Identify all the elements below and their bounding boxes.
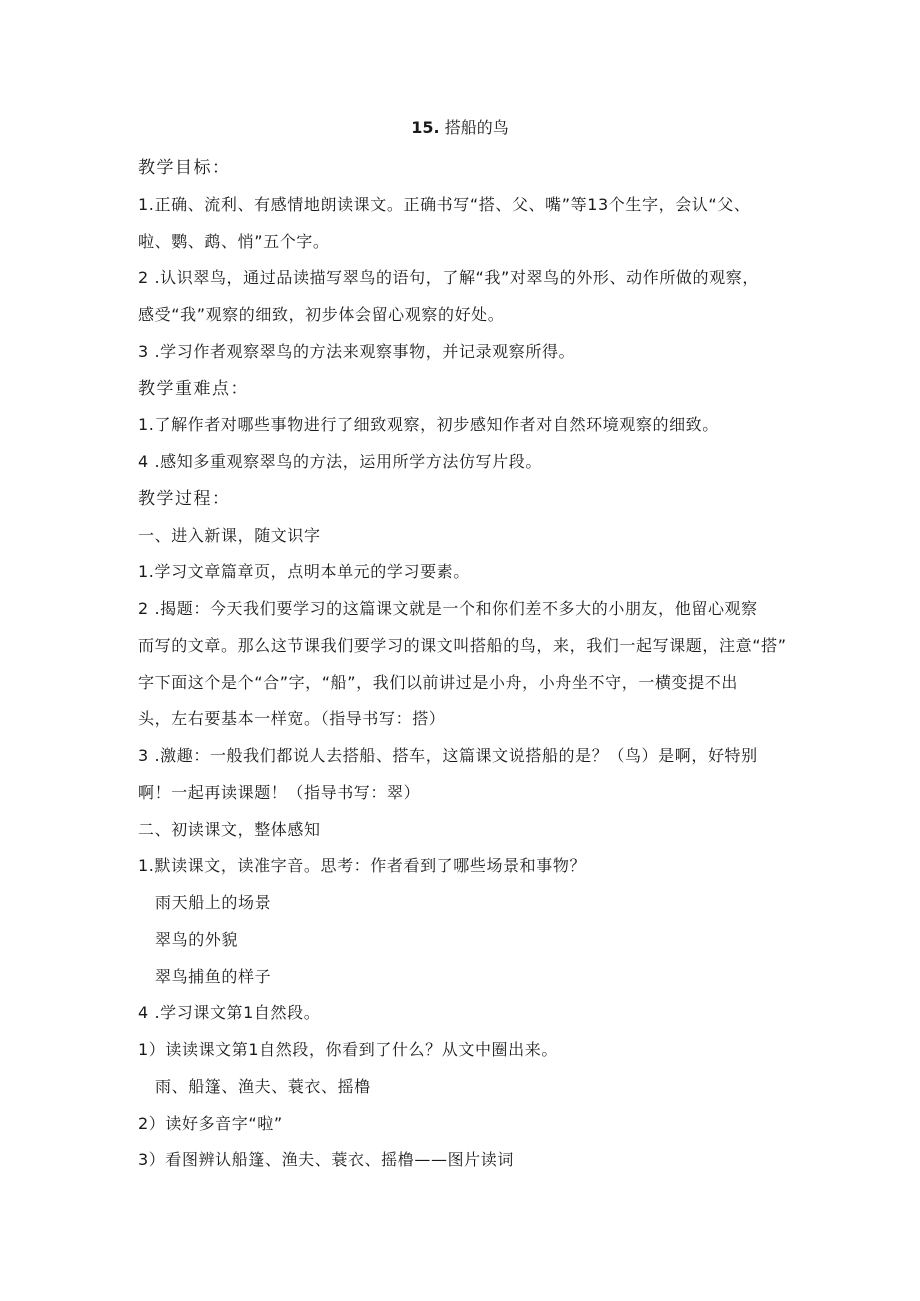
text-line: 3）看图辨认船篷、渔夫、蓑衣、摇橹——图片读词 — [138, 1150, 514, 1170]
text-line: 啦、鹦、鹉、悄”五个字。 — [138, 231, 330, 251]
text-line: 啊！一起再读课题！（指导书写：翠） — [138, 782, 421, 802]
text-line: 2 .揭题：今天我们要学习的这篇课文就是一个和你们差不多大的小朋友，他留心观察 — [138, 599, 758, 618]
text-line: 而写的文章。那么这节课我们要学习的课文叫搭船的鸟，来，我们一起写课题，注意“搭” — [138, 635, 787, 655]
section-heading: 教学重难点： — [138, 378, 249, 399]
document-title — [0, 116, 920, 140]
text-line: 2 .认识翠鸟，通过品读描写翠鸟的语句，了解“我”对翠鸟的外形、动作所做的观察， — [138, 268, 759, 288]
section-heading: 教学过程： — [138, 488, 231, 509]
text-line: 4 .感知多重观察翠鸟的方法，运用所学方法仿写片段。 — [138, 452, 542, 471]
text-line: 雨、船篷、渔夫、蓑衣、摇橹 — [155, 1076, 371, 1096]
text-line: 头，左右要基本一样宽。（指导书写：搭） — [138, 709, 446, 729]
text-line: 4 .学习课文第1自然段。 — [138, 1003, 321, 1023]
text-line: 翠鸟捕鱼的样子 — [155, 966, 272, 986]
text-line: 1）读读课文第1自然段，你看到了什么？从文中圈出来。 — [138, 1040, 558, 1059]
text-line: 一、进入新课，随文识字 — [138, 525, 321, 545]
text-line: 1.了解作者对哪些事物进行了细致观察，初步感知作者对自然环境观察的细致。 — [138, 415, 719, 435]
title-text: 搭船的鸟 — [444, 118, 509, 137]
text-line: 二、初读课文，整体感知 — [138, 819, 321, 839]
text-line: 1.正确、流利、有感情地朗读课文。正确书写“搭、父、嘴”等13个生字，会认“父、 — [138, 194, 751, 214]
text-line: 1.默读课文，读准字音。思考：作者看到了哪些场景和事物？ — [138, 856, 587, 876]
text-line: 字下面这个是个“合”字，“船”，我们以前讲过是小舟，小舟坐不守，一横变提不出 — [138, 672, 738, 692]
text-line: 雨天船上的场景 — [155, 893, 272, 912]
text-line: 感受“我”观察的细致，初步体会留心观察的好处。 — [138, 305, 505, 324]
title-number: 15. — [411, 118, 440, 137]
text-line: 2）读好多音字“啦” — [138, 1113, 283, 1133]
section-heading: 教学目标： — [138, 158, 231, 178]
text-line: 1.学习文章篇章页，点明本单元的学习要素。 — [138, 562, 470, 582]
text-line: 3 .学习作者观察翠鸟的方法来观察事物，并记录观察所得。 — [138, 341, 576, 361]
text-line: 翠鸟的外貌 — [155, 929, 239, 949]
document-body — [138, 150, 788, 1179]
text-line: 3 .激趣：一般我们都说人去搭船、搭车，这篇课文说搭船的是？（鸟）是啊，好特别 — [138, 746, 758, 765]
